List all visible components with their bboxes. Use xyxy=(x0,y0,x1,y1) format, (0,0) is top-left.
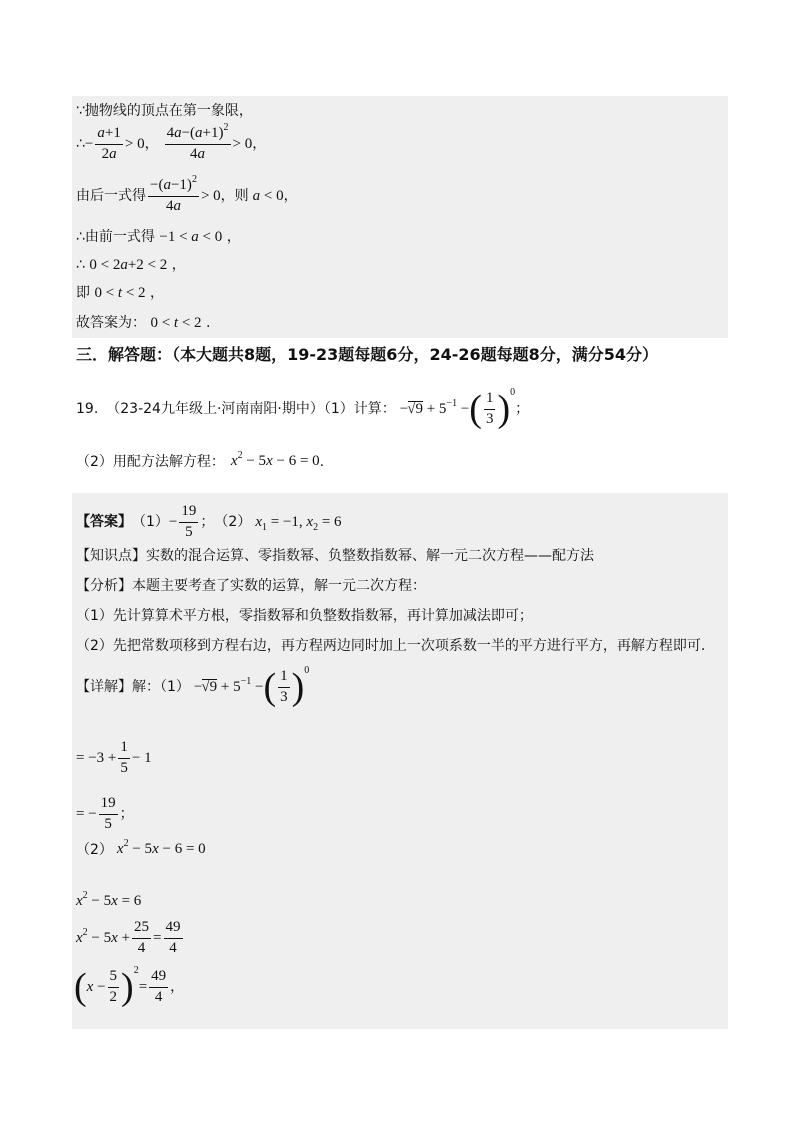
fraction-5-over-2: $\frac{5}{2}$ xyxy=(109,967,118,1005)
detail-step-move-constant: $x^2 - 5x = 6$ xyxy=(76,890,142,909)
fraction-a-plus-1-over-2a: $\frac{a+1}{2a}$ xyxy=(97,125,121,162)
fraction-49-over-4-b: $\frac{49}{4}$ xyxy=(151,967,167,1005)
fraction-25-over-4: $\frac{25}{4}$ xyxy=(134,919,150,956)
fraction-one-fifth: $\frac{1}{5}$ xyxy=(120,739,128,776)
answer-t-line: 故答案为： 0 < t < 2 . xyxy=(76,315,211,331)
detail-part2-equation: （2） $x^2 - 5x - 6 = 0$ xyxy=(76,838,206,858)
answer-line: 【答案】 （1） − $\frac{19}{5}$ ； （2） $x_1 = -1$, $x_2 = 6$ xyxy=(76,503,342,540)
former-inequality-line: ∴由前一式得 −1 < a < 0 ， xyxy=(76,229,241,245)
fraction-neg-square-over-4a: $\frac{-(a-1)^2}{4a}$ xyxy=(150,174,197,214)
fraction-19-over-5: $\frac{19}{5}$ xyxy=(100,795,116,832)
detail-step-squared-form: ( x − $\frac{5}{2}$ ) 2 = $\frac{49}{4}$ ， xyxy=(74,965,185,1008)
analysis-step-2: （2）先把常数项移到方程右边，再方程两边同时加上一次项系数一半的平方进行平方，再解方程即可. xyxy=(76,638,706,654)
question-19-part2: （2）用配方法解方程： $x^2 - 5x - 6 = 0$ . xyxy=(76,450,325,470)
detail-step-a: = −3 + $\frac{1}{5}$ − 1 xyxy=(76,739,152,776)
fraction-one-third-detail: $\frac{1}{3}$ xyxy=(280,667,288,705)
question-19-part1: 19. （23-24九年级上·河南南阳·期中）（1）计算： − √9 + $5^{-1}$ − ( $\frac{1}{3}$ ) 0 ； xyxy=(76,387,530,430)
analysis-step-1: （1）先计算算术平方根，零指数幂和负整数指数幂，再计算加减法即可； xyxy=(76,608,533,624)
range-2a-plus-2-line: ∴ 0 < 2a+2 < 2 ， xyxy=(76,257,186,273)
sqrt-9: √9 xyxy=(407,401,423,417)
detail-step-complete-square: $x^2 - 5x$ + $\frac{25}{4}$ = $\frac{49}{4}$ xyxy=(76,919,181,956)
vertex-condition-line: ∵抛物线的顶点在第一象限， xyxy=(76,103,253,119)
fraction-discriminant-over-4a: $\frac{4a-(a+1)^2}{4a}$ xyxy=(166,122,229,162)
sqrt-9-detail: √9 xyxy=(201,679,218,695)
section-heading: 三．解答题：（本大题共8题，19-23题每题6分，24-26题每题8分，满分54分） xyxy=(76,345,659,364)
fraction-one-third: $\frac{1}{3}$ xyxy=(485,389,494,427)
range-t-line: 即 0 < t < 2 ， xyxy=(76,285,165,301)
detail-step-b: = − $\frac{19}{5}$ ； xyxy=(76,795,134,832)
inequality-pair-line: ∴ − $\frac{a+1}{2a}$ > 0 ， $\frac{4a-(a+1)^2}{4a}$ > 0 ， xyxy=(76,122,267,162)
knowledge-points: 【知识点】实数的混合运算、零指数幂、负整数指数幂、解一元二次方程——配方法 xyxy=(76,548,594,564)
latter-inequality-line: 由后一式得 $\frac{-(a-1)^2}{4a}$ > 0 ，则 a < 0 ， xyxy=(76,174,298,214)
detail-line: 【详解】解：（1） − √9 + $5^{-1}$ − ( $\frac{1}{3}$ ) 0 xyxy=(76,665,310,708)
fraction-neg-19-over-5: $\frac{19}{5}$ xyxy=(181,503,197,540)
fraction-49-over-4: $\frac{49}{4}$ xyxy=(165,919,181,956)
analysis-line: 【分析】本题主要考查了实数的运算，解一元二次方程： xyxy=(76,578,426,594)
